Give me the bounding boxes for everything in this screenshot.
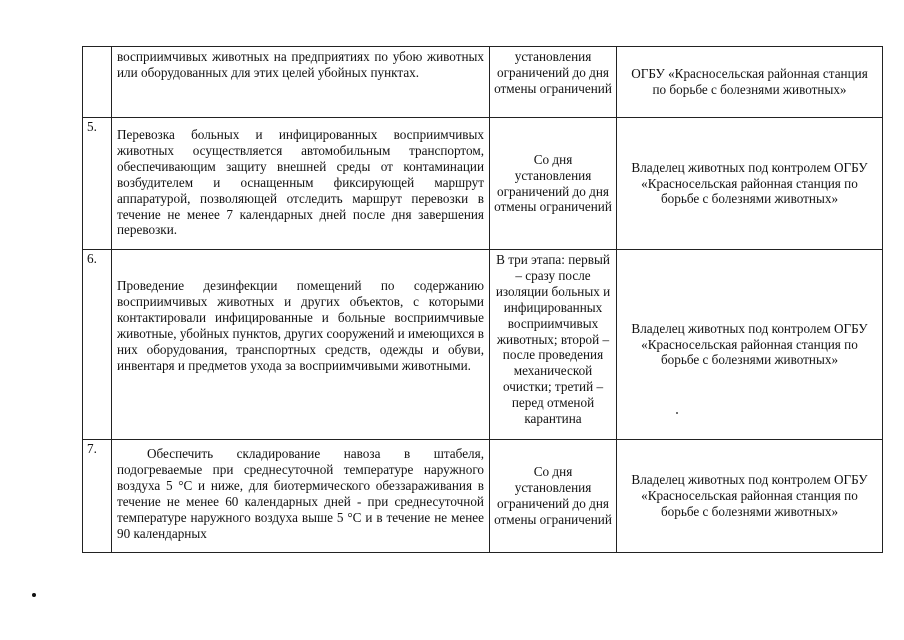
measure-description: восприимчивых животных на предприятиях по убою животных или оборудованных для этих целей убойных пунктах. <box>112 47 490 118</box>
measure-responsible: Владелец животных под контролем ОГБУ «Красносельская районная станция по борьбе с болезнями животных» <box>617 250 883 440</box>
scan-dot <box>32 593 36 597</box>
measure-responsible: Владелец животных под контролем ОГБУ «Красносельская районная станция по борьбе с болезнями животных» <box>617 118 883 250</box>
table-row <box>83 250 883 440</box>
measure-term: Со дня установления ограничений до дня отмены ограничений <box>490 118 617 250</box>
measure-description: Проведение дезинфекции помещений по содержанию восприимчивых животных и других объектов, с которыми контактировали инфицированные и больные восприимчивые животные, убойных пунктов, других сооружений и имеющихся в них оборудования, транспортных средств, одежды и обуви, инвентаря и предметов ухода за восприимчивыми животными. <box>112 250 490 440</box>
table-row <box>83 47 883 118</box>
scan-speck <box>676 412 678 414</box>
measures-table <box>82 46 883 553</box>
measure-responsible: ОГБУ «Красносельская районная станция по борьбе с болезнями животных» <box>617 47 883 118</box>
row-number: 7. <box>83 440 112 553</box>
measure-term: установления ограничений до дня отмены ограничений <box>490 47 617 118</box>
row-number: 5. <box>83 118 112 250</box>
measure-description: Перевозка больных и инфицированных восприимчивых животных осуществляется автомобильным транспортом, обеспечивающим защиту внешней среды от контаминации возбудителем и оснащенным фиксирующей маршрут аппаратурой, позволяющей отследить маршрут перевозки в течение не менее 7 календарных дней после дня завершения перевозки. <box>112 118 490 250</box>
row-number: 6. <box>83 250 112 440</box>
table-row <box>83 118 883 250</box>
measure-description: Обеспечить складирование навоза в штабеля, подогреваемые при среднесуточной температуре наружного воздуха 5 °С и ниже, для биотермического обеззараживания в течение не менее 60 календарных дней - при среднесуточной температуре наружного воздуха выше 5 °С и в течение не менее 90 календарных <box>112 440 490 553</box>
row-number <box>83 47 112 118</box>
measure-term: В три этапа: первый – сразу после изоляции больных и инфицированных восприимчивых животных; второй – после проведения механической очистки; третий – перед отменой карантина <box>490 250 617 440</box>
table-row <box>83 440 883 553</box>
measure-responsible: Владелец животных под контролем ОГБУ «Красносельская районная станция по борьбе с болезнями животных» <box>617 440 883 553</box>
measure-term: Со дня установления ограничений до дня отмены ограничений <box>490 440 617 553</box>
